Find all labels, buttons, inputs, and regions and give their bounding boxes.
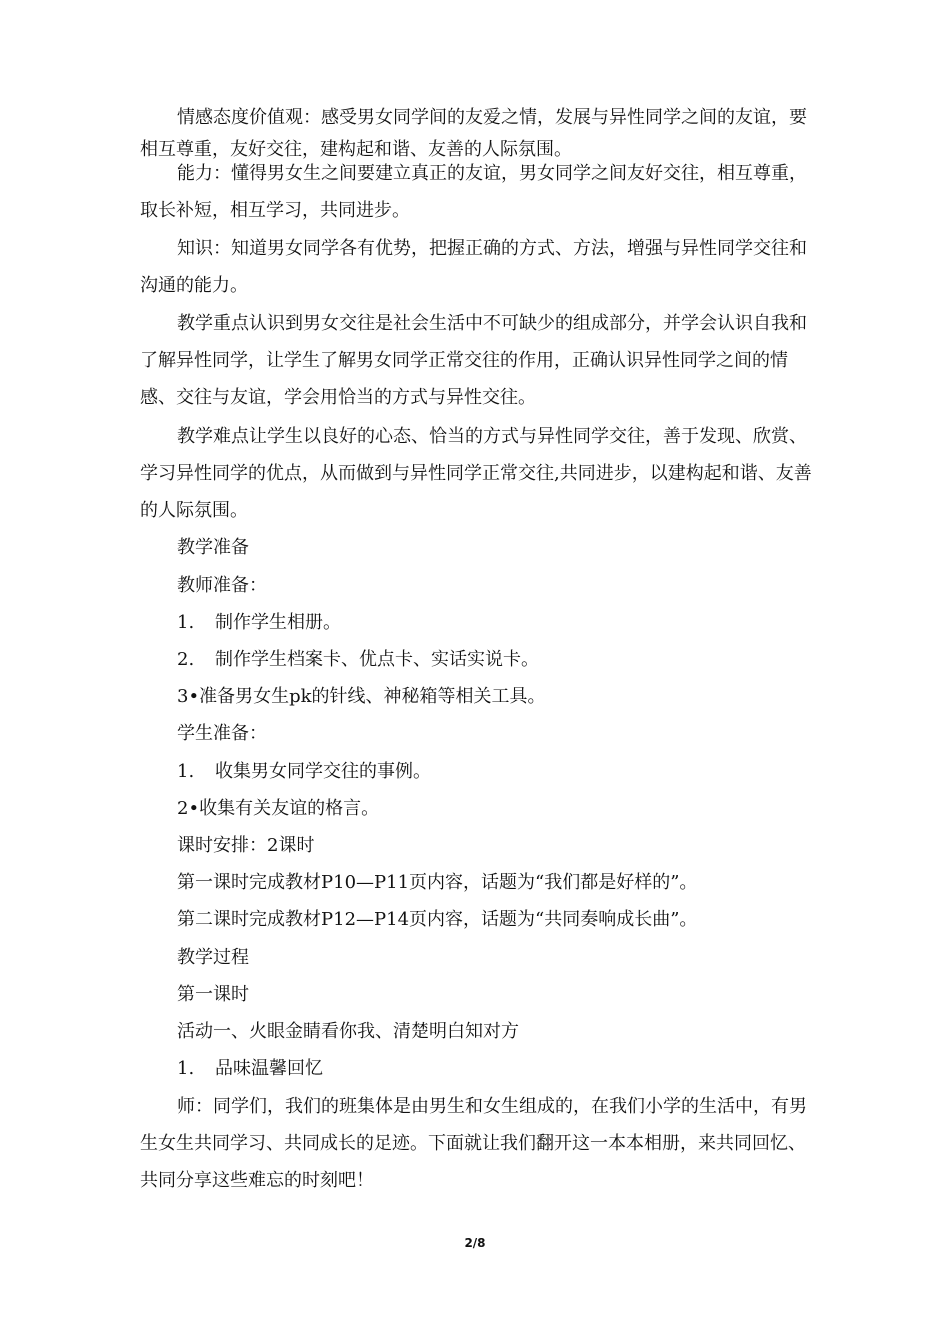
list-item [177, 761, 431, 783]
schedule-first-lesson: 第一课时完成教材P10—P11页内容，话题为“我们都是好样的”。 [177, 872, 698, 893]
heading-first-lesson: 第一课时 [177, 984, 249, 1005]
paragraph-teaching-difficulty: 教学难点让学生以良好的心态、恰当的方式与异性同学交往，善于发现、欣赏、学习异性同学的优点，从而做到与异性同学正常交往,共同进步，以建构起和谐、友善的人际氛围。 [140, 426, 812, 521]
heading-teacher-preparation: 教师准备： [177, 575, 267, 596]
list-item-text: 制作学生档案卡、优点卡、实话实说卡。 [215, 649, 539, 670]
list-item-text: 收集男女同学交往的事例。 [215, 761, 431, 782]
list-item [177, 649, 539, 671]
list-item-number: 1. [177, 761, 195, 782]
heading-teaching-process: 教学过程 [177, 947, 249, 968]
paragraph-teaching-key-point: 教学重点认识到男女交往是社会生活中不可缺少的组成部分，并学会认识自我和了解异性同学，让学生了解男女同学正常交往的作用，正确认识异性同学之间的情感、交往与友谊，学会用恰当的方式与异性交往。 [140, 313, 807, 408]
paragraph-knowledge-goal: 知识：知道男女同学各有优势，把握正确的方式、方法，增强与异性同学交往和沟通的能力。 [140, 238, 807, 296]
list-item-number: 2. [177, 649, 195, 670]
list-item-text: 制作学生相册。 [215, 612, 341, 633]
page-number: 2/8 [464, 1236, 486, 1250]
heading-teaching-preparation: 教学准备 [177, 537, 249, 558]
paragraph-emotion-goal: 情感态度价值观：感受男女同学间的友爱之情，发展与异性同学之间的友谊，要相互尊重，友好交往，建构起和谐、友善的人际氛围。 [140, 107, 807, 160]
schedule-second-lesson: 第二课时完成教材P12—P14页内容，话题为“共同奏响成长曲”。 [177, 909, 698, 930]
list-item-text: 品味温馨回忆 [215, 1058, 323, 1079]
list-item: 2•收集有关友谊的格言。 [177, 798, 380, 819]
heading-activity-one: 活动一、火眼金睛看你我、清楚明白知对方 [177, 1021, 519, 1042]
paragraph-ability-goal: 能力：懂得男女生之间要建立真正的友谊，男女同学之间友好交往，相互尊重，取长补短，相互学习，共同进步。 [140, 163, 807, 221]
list-item-number: 1. [177, 1058, 195, 1079]
list-item: 3•准备男女生pk的针线、神秘箱等相关工具。 [177, 686, 546, 707]
paragraph-teacher-speech: 师：同学们，我们的班集体是由男生和女生组成的，在我们小学的生活中，有男生女生共同学习、共同成长的足迹。下面就让我们翻开这一本本相册，来共同回忆、共同分享这些难忘的时刻吧！ [140, 1096, 807, 1191]
heading-student-preparation: 学生准备： [177, 723, 267, 744]
list-item [177, 1058, 323, 1080]
list-item-number: 1. [177, 612, 195, 633]
list-item [177, 612, 341, 634]
schedule-arrangement: 课时安排：2课时 [177, 835, 315, 856]
